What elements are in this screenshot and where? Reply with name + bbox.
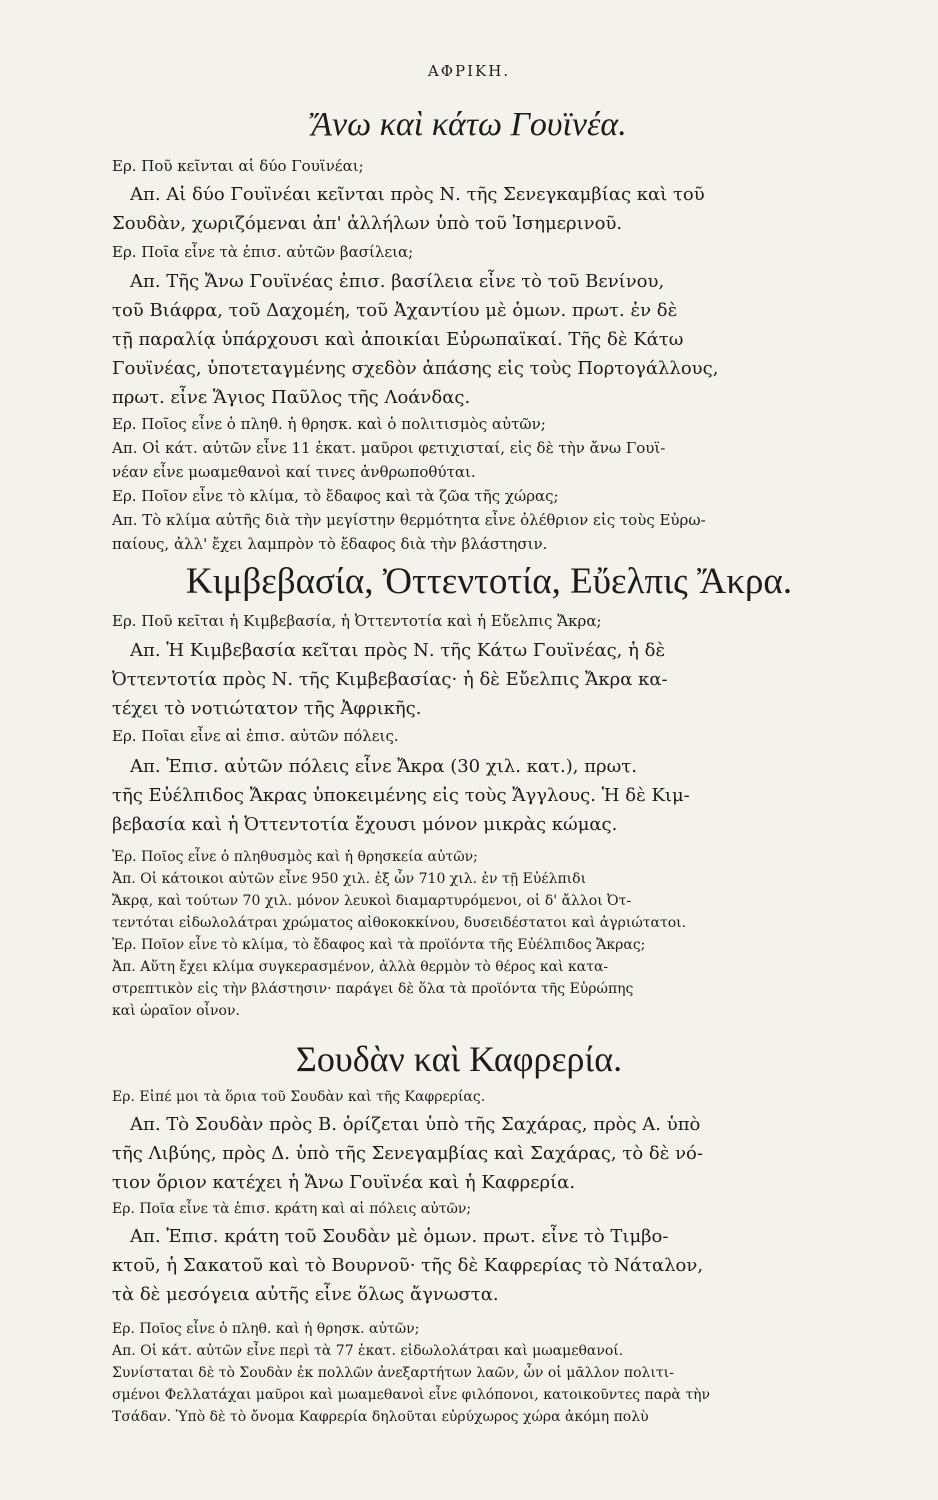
text-line: τῆς Εὐέλπιδος Ἄκρας ὑποκειμένης εἰς τοὺς Ἄγγλους. Ἡ δὲ Κιμ-	[112, 785, 690, 806]
text-line: Ἐρ. Ποῖος εἶνε ὁ πληθυσμὸς καὶ ἡ θρησκεία αὐτῶν;	[112, 849, 478, 865]
text-line: Απ. Τὸ Σουδὰν πρὸς Β. ὁρίζεται ὑπὸ τῆς Σαχάρας, πρὸς Α. ὑπὸ	[130, 1114, 701, 1135]
section2-question	[112, 610, 824, 632]
text-line: τῆς Λιβύης, πρὸς Δ. ὑπὸ τῆς Σενεγαμβίας καὶ Σαχάρας, τὸ δὲ νό-	[112, 1143, 703, 1164]
text-line: τέχει τὸ νοτιώτατον τῆς Ἀφρικῆς.	[112, 698, 422, 719]
text-line: παίους, ἀλλ' ἔχει λαμπρὸν τὸ ἔδαφος διὰ τὴν βλάστησιν.	[112, 535, 548, 553]
section2-question-2	[112, 725, 824, 747]
section1-answer	[112, 180, 824, 412]
text-line: Απ. Ἐπισ. κράτη τοῦ Σουδὰν μὲ ὁμων. πρωτ. εἶνε τὸ Τιμβο-	[130, 1226, 669, 1247]
section2-answer	[112, 636, 824, 723]
text-line: Συνίσταται δὲ τὸ Σουδὰν ἐκ πολλῶν ἀνεξαρτήτων λαῶν, ὧν οἱ μᾶλλον πολιτι-	[112, 1365, 674, 1381]
text-line: νέαν εἶνε μωαμεθανοὶ καί τινες ἀνθρωποθύται.	[112, 463, 476, 481]
text-line: τὰ δὲ μεσόγεια αὐτῆς εἶνε ὅλως ἄγνωστα.	[112, 1284, 499, 1305]
text-line: πρωτ. εἶνε Ἅγιος Παῦλος τῆς Λοάνδας.	[112, 387, 471, 408]
section2-answer-2	[112, 752, 824, 839]
section-heading-sudan: Σουδὰν καὶ Καφρερία.	[295, 1039, 623, 1079]
text-line: τιον ὅριον κατέχει ἡ Ἄνω Γουϊνέα καὶ ἡ Καφρερία.	[112, 1172, 576, 1193]
text-line: Ερ. Ποῖον εἶνε τὸ κλίμα, τὸ ἔδαφος καὶ τὰ ζῶα τῆς χώρας;	[112, 487, 559, 505]
text-line: στρεπτικὸν εἰς τὴν βλάστησιν· παράγει δὲ ὅλα τὰ προϊόντα τῆς Εὐρώπης	[112, 981, 634, 997]
section3-answer-2	[112, 1222, 824, 1309]
text-line: τεντόται εἰδωλολάτραι χρώματος αἰθοκοκκίνου, δυσειδέστατοι καὶ ἀγριώτατοι.	[112, 915, 687, 931]
text-line: Ερ. Ποῖα εἶνε τὰ ἐπισ. αὐτῶν βασίλεια;	[112, 243, 414, 261]
section3-question	[112, 1086, 824, 1108]
text-line: Ερ. Ποῦ κεῖνται αἱ δύο Γουϊνέαι;	[112, 157, 364, 175]
text-line: βεβασία καὶ ἡ Ὀττεντοτία ἔχουσι μόνον μικρὰς κώμας.	[112, 814, 618, 835]
text-line: τοῦ Βιάφρα, τοῦ Δαχομέη, τοῦ Ἀχαντίου μὲ ὁμων. πρωτ. ἐν δὲ	[112, 300, 678, 321]
section-heading-guinea: Ἄνω καὶ κάτω Γουϊνέα.	[311, 106, 627, 143]
section3-small-text	[112, 1318, 824, 1428]
text-line: Απ. Τῆς Ἄνω Γουϊνέας ἐπισ. βασίλεια εἶνε τὸ τοῦ Βενίνου,	[130, 271, 665, 292]
text-line: Σουδὰν, χωριζόμεναι ἀπ' ἀλλήλων ὑπὸ τοῦ Ἰσημερινοῦ.	[112, 213, 623, 234]
section2-small-text	[112, 846, 824, 1022]
section3-question-2	[112, 1198, 824, 1220]
text-line: Απ. Ἡ Κιμβεβασία κεῖται πρὸς Ν. τῆς Κάτω Γουϊνέας, ἡ δὲ	[130, 640, 666, 661]
text-line: Ἀπ. Αὕτη ἔχει κλίμα συγκερασμένον, ἀλλὰ θερμὸν τὸ θέρος καὶ κατα-	[112, 959, 609, 975]
text-line: Ερ. Ποῖα εἶνε τὰ ἐπισ. κράτη καὶ αἱ πόλεις αὐτῶν;	[112, 1201, 472, 1217]
text-line: καὶ ὡραῖον οἶνον.	[112, 1003, 240, 1019]
text-line: σμένοι Φελλατάχαι μαῦροι καὶ μωαμεθανοὶ εἶνε φιλόπονοι, κατοικοῦντες παρὰ τὴν	[112, 1387, 710, 1403]
section-heading-cimbebasia: Κιμβεβασία, Ὀττεντοτία, Εὔελπις Ἄκρα.	[185, 561, 793, 602]
text-line: Ἀπ. Οἱ κάτοικοι αὐτῶν εἶνε 950 χιλ. ἐξ ὧν 710 χιλ. ἐν τῇ Εὐέλπιδι	[112, 871, 587, 887]
text-line: Ερ. Ποῖαι εἶνε αἱ ἐπισ. αὐτῶν πόλεις.	[112, 727, 399, 745]
section3-answer	[112, 1110, 824, 1197]
text-line: κτοῦ, ἡ Σακατοῦ καὶ τὸ Βουρνοῦ· τῆς δὲ Καφρερίας τὸ Νάταλον,	[112, 1255, 704, 1276]
text-line: Απ. Τὸ κλίμα αὐτῆς διὰ τὴν μεγίστην θερμότητα εἶνε ὀλέθριον εἰς τοὺς Εὐρω-	[112, 511, 706, 529]
text-line: Ερ. Ποῖος εἶνε ὁ πληθ. ἡ θρησκ. καὶ ὁ πολιτισμὸς αὐτῶν;	[112, 415, 546, 433]
text-line: Γουϊνέας, ὑποτεταγμένης σχεδὸν ἁπάσης εἰς τοὺς Πορτογάλλους,	[112, 358, 719, 379]
text-line: Ερ. Ποῦ κεῖται ἡ Κιμβεβασία, ἡ Ὀττεντοτία καὶ ἡ Εὔελπις Ἄκρα;	[112, 612, 602, 630]
text-line: Ἐρ. Ποῖον εἶνε τὸ κλίμα, τὸ ἔδαφος καὶ τὰ προϊόντα τῆς Εὐέλπιδος Ἄκρας;	[112, 937, 646, 953]
text-line: Απ. Οἱ κάτ. αὐτῶν εἶνε περὶ τὰ 77 ἑκατ. εἰδωλολάτραι καὶ μωαμεθανοί.	[112, 1343, 624, 1359]
text-line: Απ. Ἐπισ. αὐτῶν πόλεις εἶνε Ἄκρα (30 χιλ. κατ.), πρωτ.	[130, 756, 637, 777]
text-line: Ερ. Εἰπέ μοι τὰ ὅρια τοῦ Σουδὰν καὶ τῆς Καφρερίας.	[112, 1089, 486, 1105]
text-line: Απ. Οἱ κάτ. αὐτῶν εἶνε 11 ἑκατ. μαῦροι φετιχισταί, εἰς δὲ τὴν ἄνω Γουϊ-	[112, 439, 666, 457]
running-head: ΑΦΡΙΚΗ.	[427, 62, 511, 80]
text-line: τῇ παραλίᾳ ὑπάρχουσι καὶ ἀποικίαι Εὐρωπαϊκαί. Τῆς δὲ Κάτω	[112, 329, 684, 350]
text-line: Ἄκρᾳ, καὶ τούτων 70 χιλ. μόνον λευκοὶ διαμαρτυρόμενοι, οἱ δ' ἄλλοι Ὀτ-	[112, 893, 632, 909]
text-line: Ὀττεντοτία πρὸς Ν. τῆς Κιμβεβασίας· ἡ δὲ Εὔελπις Ἄκρα κα-	[112, 669, 668, 690]
section1-question	[112, 154, 824, 178]
text-line: Απ. Αἱ δύο Γουϊνέαι κεῖνται πρὸς Ν. τῆς Σενεγκαμβίας καὶ τοῦ	[130, 184, 705, 205]
section1-small-text	[112, 412, 824, 556]
text-line: Τσάδαν. Ὑπὸ δὲ τὸ ὄνομα Καφρερία δηλοῦται εὐρύχωρος χώρα ἀκόμη πολὺ	[112, 1409, 649, 1425]
text-line: Ερ. Ποῖος εἶνε ὁ πληθ. καὶ ἡ θρησκ. αὐτῶν;	[112, 1321, 420, 1337]
